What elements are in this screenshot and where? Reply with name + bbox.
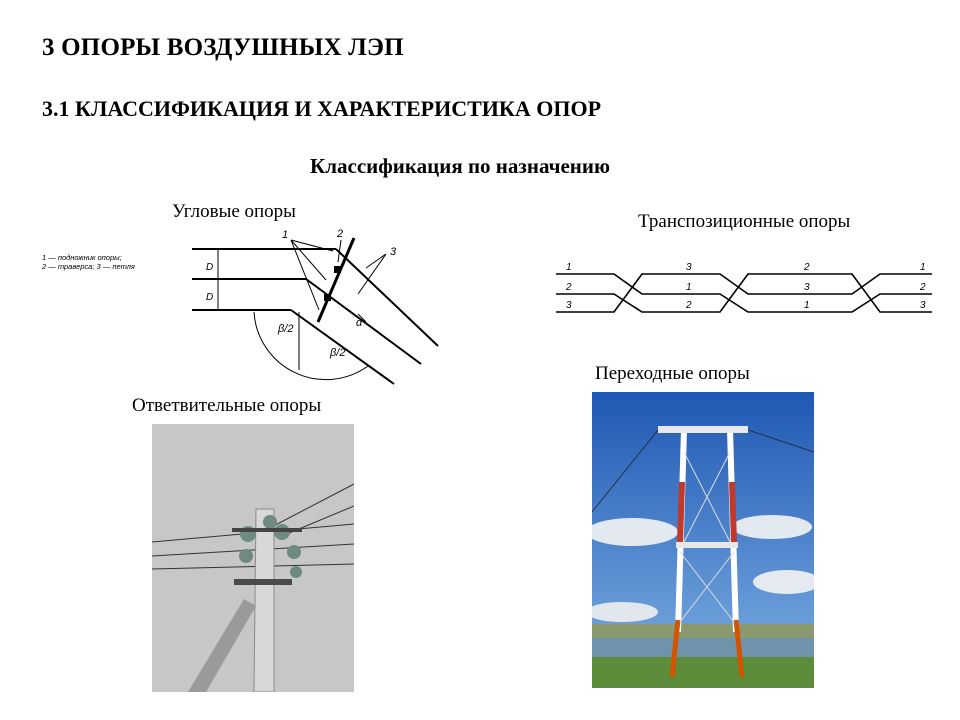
phase-label: 3 [804,282,810,293]
phase-label: 3 [686,262,692,273]
callout-2: 2 [337,228,344,240]
transposition-towers-caption: Транспозиционные опоры [638,211,851,232]
insulator-mark [324,294,331,301]
transposition-diagram [552,254,936,318]
page-title: 3 ОПОРЫ ВОЗДУШНЫХ ЛЭП [42,34,404,61]
phase-label: 2 [804,262,810,273]
phase-label: 2 [920,282,926,293]
phase-label: 2 [566,282,572,293]
section-heading: 3.1 КЛАССИФИКАЦИЯ И ХАРАКТЕРИСТИКА ОПОР [42,96,602,121]
angle-legend-line2: 2 — траверса; 3 — петля [42,262,135,271]
phase-label: 1 [566,262,572,273]
callout-1: 1 [282,229,289,241]
angle-label-half-beta: β/2 [330,347,346,359]
angle-label-half-beta: β/2 [278,323,294,335]
dimension-label-d: D [206,262,214,273]
phase-label: 3 [920,300,926,311]
angle-towers-caption: Угловые опоры [172,201,296,222]
angle-label-alpha: α [356,317,363,329]
crossing-tower-photo [592,392,814,688]
branch-towers-caption: Ответвительные опоры [132,395,322,416]
branch-tower-photo [152,424,354,692]
phase-line [556,274,932,312]
phase-label: 1 [920,262,926,273]
phase-label: 1 [804,300,810,311]
dimension-label-d: D [206,292,214,303]
crossing-towers-caption: Переходные опоры [595,363,750,384]
conductor-line [336,249,438,346]
insulator-mark [334,266,341,273]
phase-label: 1 [686,282,692,293]
angle-legend-line1: 1 — подножник опоры; [42,253,122,262]
classification-title: Классификация по назначению [309,154,611,178]
angle-tower-diagram [36,224,456,394]
conductor-line [306,279,421,364]
phase-label: 2 [686,300,692,311]
callout-3: 3 [390,246,397,258]
phase-label: 3 [566,300,572,311]
